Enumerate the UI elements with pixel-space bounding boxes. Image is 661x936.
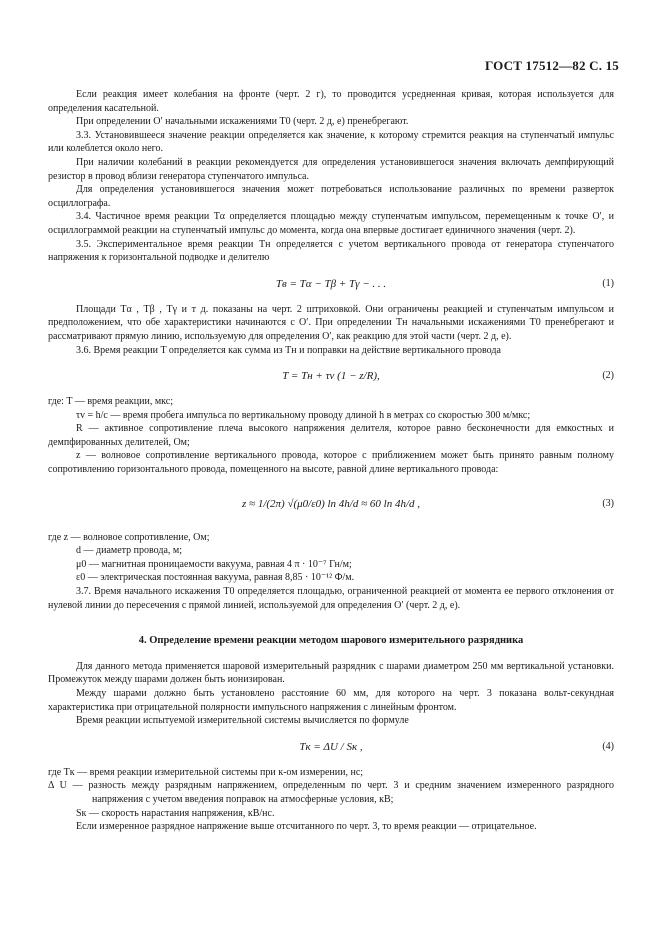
definition: Sк — скорость нарастания напряжения, кВ/нс. [76, 807, 275, 819]
definition: где: T — время реакции, мкс; [48, 396, 173, 408]
section-heading: 4. Определение времени реакции методом шарового измерительного разрядника [138, 635, 524, 647]
equation-1-formula: Tв = Tα − Tβ + Tγ − . . . [275, 277, 387, 290]
paragraph: При наличии колебаний в реакции рекомендуется для определения установившегося значения включать демпфирующий резистор в провод вблизи генератора ступенчатого импульса. [48, 156, 614, 182]
definition: z — волновое сопротивление вертикального провода, которое с приближением может быть принято равным полному сопротивлению горизонтального провода, помещенного на высоте, равной длине вертикального провода: [48, 450, 614, 476]
paragraph: Для данного метода применяется шаровой измерительный разрядник с шарами диаметром 250 мм вертикальной установки. Промежуток между шарами должен быть ионизирован. [48, 660, 614, 686]
paragraph: Между шарами должно быть установлено расстояние 60 мм, для которого на черт. 3 показана вольт-секундная характеристика при отрицательной полярности импульсного напряжения с линейным фронтом. [48, 688, 614, 713]
equation-1 [48, 269, 614, 299]
equation-4-number: (4) [602, 740, 614, 752]
paragraph: Время реакции испытуемой измерительной системы вычисляется по формуле [76, 715, 409, 727]
equation-4 [48, 732, 614, 762]
definition: R — активное сопротивление плеча высокого напряжения делителя, которое равно бесконечности для емкостных и демпфированных делителей, Ом; [48, 423, 614, 448]
paragraph: Для определения установившегося значения может потребоваться использование различных по времени разверток осциллографа. [48, 184, 614, 209]
definition: ε0 — электрическая постоянная вакуума, равная 8,85 · 10⁻¹² Ф/м. [76, 572, 355, 584]
equation-2-number: (2) [602, 370, 614, 382]
paragraph: Если измеренное разрядное напряжение выше отсчитанного по черт. 3, то время реакции — отрицательное. [76, 821, 537, 833]
definition: где z — волновое сопротивление, Ом; [48, 531, 210, 543]
paragraph: Если реакция имеет колебания на фронте (черт. 2 г), то проводится усредненная кривая, которая используется для определения касательной. [48, 89, 614, 114]
paragraph: 3.4. Частичное время реакции Tα определяется площадью между ступенчатым импульсом, перемещенным к точке O′, и осциллограммой реакции на ступенчатый импульс до момента, когда она впервые достигает единичного значения (черт. 2). [48, 211, 614, 236]
page-header: ГОСТ 17512—82 С. 15 [485, 58, 619, 73]
definition: μ0 — магнитная проницаемости вакуума, равная 4 π · 10⁻⁷ Гн/м; [76, 558, 352, 570]
paragraph: 3.7. Время начального искажения T0 определяется площадью, ограниченной реакцией от момента ее первого отклонения от нулевой линии до пересечения с прямой линией, используемой для определения O′ (черт. 2 д, е). [48, 586, 614, 611]
equation-1-number: (1) [602, 277, 614, 289]
paragraph: Площади Tα , Tβ , Tγ и т д. показаны на черт. 2 штриховкой. Они ограничены реакцией и ступенчатым импульсом и предположением, что обе характеристики начинаются с O′. При определении Tн начальными искажениями T0 пренебрегают и рассматривают прямую линию, используемую для определения O′, как реакцию для этой части (черт. 2 д, е). [48, 303, 614, 342]
definition: где Tк — время реакции измерительной системы при к-ом измерении, нс; [48, 766, 364, 778]
equation-4-formula: Tк = ΔU / Sк , [299, 740, 363, 753]
definition: Δ U — разность между разрядным напряжением, определенным по черт. 3 и средним значением измеренного разрядного напряжения с учетом введения поправок на атмосферные условия, кВ; [48, 780, 614, 805]
paragraph: При определении O′ начальными искажениями T0 (черт. 2 д, е) пренебрегают. [76, 116, 409, 128]
equation-2-formula: T = Tн + τv (1 − z/R), [282, 370, 380, 383]
document-body [48, 88, 614, 834]
definition: d — диаметр провода, м; [76, 545, 182, 557]
equation-3-formula: z ≈ 1/(2π) √(μ0/ε0) ln 4h/d ≈ 60 ln 4h/d , [242, 497, 420, 510]
equation-3-number: (3) [602, 497, 614, 509]
equation-2 [48, 361, 614, 391]
equation-3 [48, 481, 614, 527]
definition: τv = h/c — время пробега импульса по вертикальному проводу длиной h в метрах со скоростью 300 м/мкс; [76, 409, 531, 421]
paragraph: 3.5. Экспериментальное время реакции Tн определяется с учетом вертикального провода от генератора ступенчатого напряжения к горизонтальной подводке и делителю [48, 238, 614, 264]
paragraph: 3.3. Установившееся значение реакции определяется как значение, к которому стремится реакция на ступенчатый импульс или колеблется около него. [48, 129, 614, 155]
paragraph: 3.6. Время реакции T определяется как сумма из Tн и поправки на действие вертикального провода [76, 344, 501, 356]
